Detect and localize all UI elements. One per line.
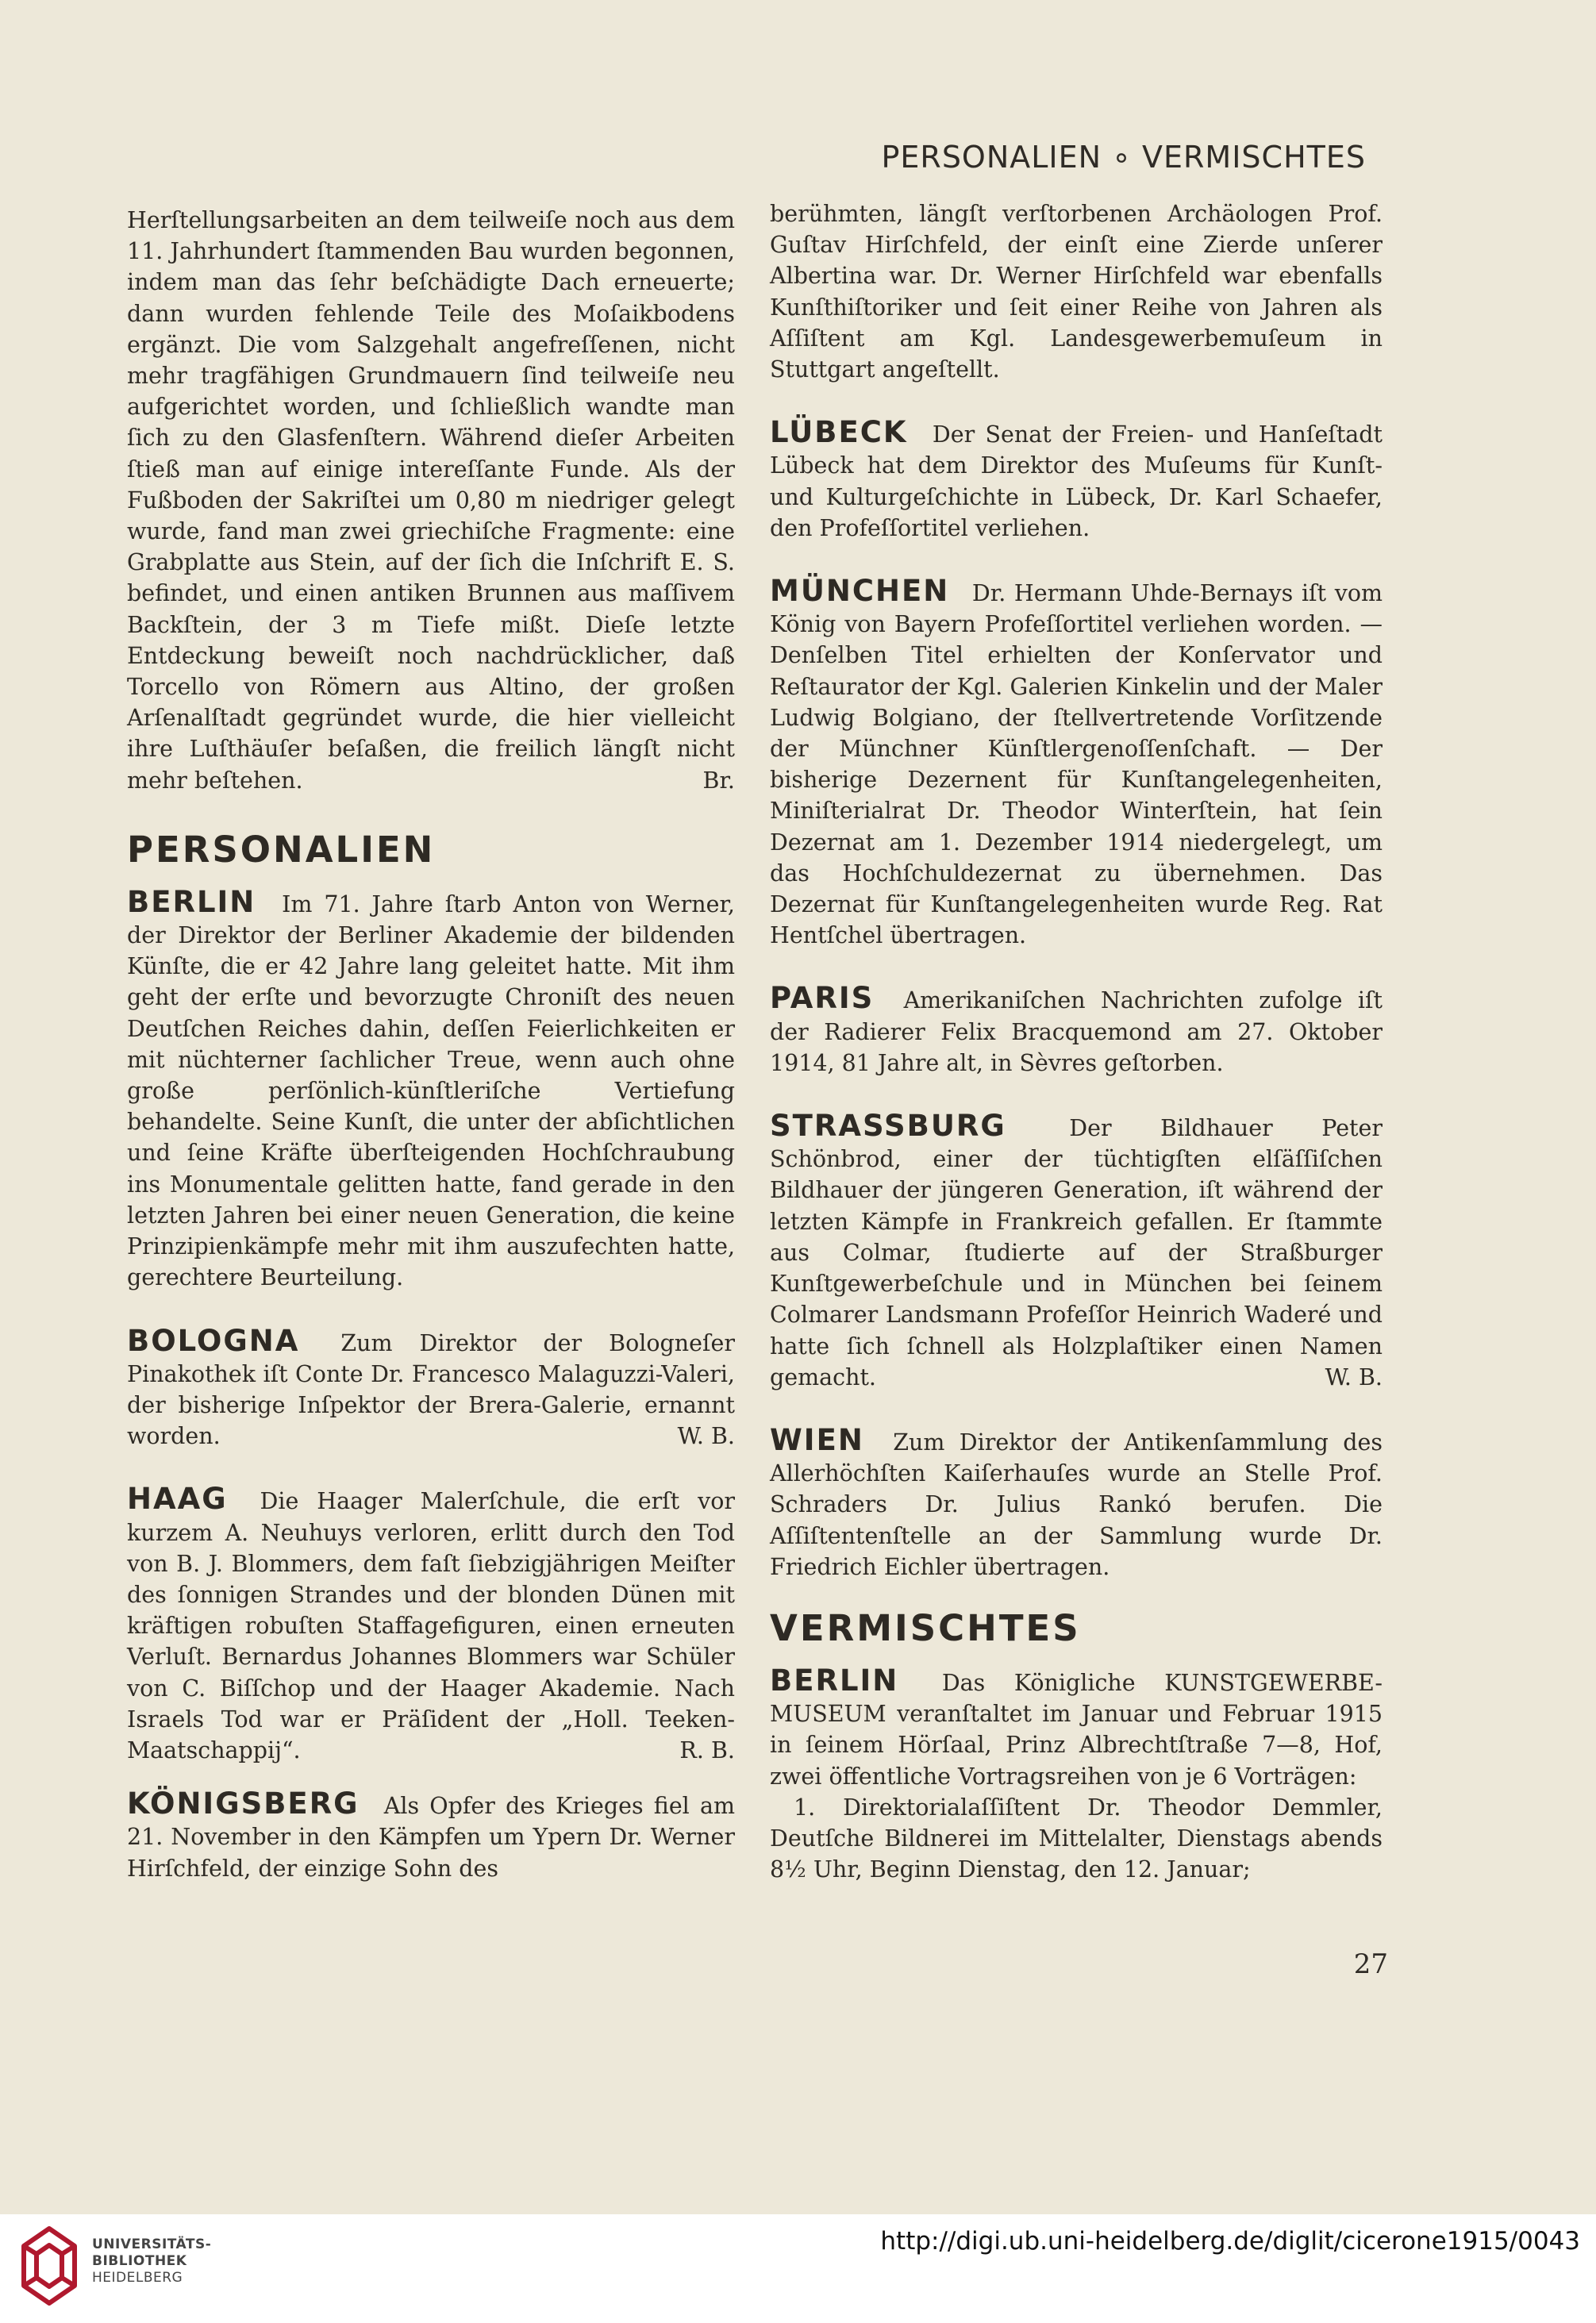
right-column [770, 198, 1383, 1885]
place-heading-haag: HAAG [127, 1482, 228, 1517]
signature-strassburg: W. B. [1325, 1363, 1383, 1390]
place-heading-muenchen: MÜNCHEN [770, 574, 950, 609]
running-head: PERSONALIEN ∘ VERMISCHTES [881, 140, 1366, 175]
signature-bologna: W. B. [677, 1423, 735, 1450]
section-title-vermischtes: VERMISCHTES [770, 1606, 1081, 1649]
entry-text-haag: Die Haager Malerſchule, die erſt vor kurzem A. Neuhuys verloren, erlitt durch den Tod von B. J. Blommers, dem faſt ſiebzigjährigen Meiſter des ſonnigen Strandes und der blonden Dünen mit kräftigen robuſten Staffagefiguren, einen erneuten Verluſt. Bernardus Johannes Blommers war Schüler von C. Biſſchop und der Haager Akademie. Nach Israels Tod war er Präſident der „Holl. Teeken-Maatschappij“. [127, 1488, 735, 1763]
library-name-line-3: HEIDELBERG [92, 2270, 183, 2286]
intro-text: Herſtellungsarbeiten an dem teilweiſe noch aus dem 11. Jahrhundert ſtammenden Bau wurden begonnen, indem man das ſehr beſchädigte Dach erneuerte; dann wurden fehlende Teile des Moſaikbodens ergänzt. Die vom Salzgehalt angefreſſenen, nicht mehr tragfähigen Grundmauern ſind teilweiſe neu aufgerichtet worden, und ſchließlich wandte man ſich zu den Glasfenſtern. Während dieſer Arbeiten ſtieß man auf einige intereſſante Funde. Als der Fußboden der Sakriſtei um 0,80 m niedriger gelegt wurde, fand man zwei griechiſche Fragmente: eine Grabplatte aus Stein, auf der ſich die Inſchrift E. S. befindet, und einen antiken Brunnen aus maſſivem Backſtein, der 3 m Tiefe mißt. Dieſe letzte Entdeckung beweiſt noch nachdrücklicher, daß Torcello von Römern aus Altino, der großen Arſenalſtadt gegründet wurde, die hier vielleicht ihre Luſthäuſer beſaßen, die freilich längſt nicht mehr beſtehen. [127, 207, 735, 794]
place-heading-berlin-vermischtes: BERLIN [770, 1663, 899, 1698]
entry-text-berlin: Im 71. Jahre ſtarb Anton von Werner, der Direktor der Berliner Akademie der bildenden Künſte, die er 42 Jahre lang geleitet hatte. Mit ihm geht der erſte und bevorzugte Chroniſt des neuen Deutſchen Reiches dahin, deſſen Feierlichkeiten er mit nüchterner ſachlicher Treue, wenn auch ohne große perſönlich-künſtleriſche Vertiefung behandelte. Seine Kunſt, die unter der abſichtlichen und ſeine Kräfte überſteigenden Hochſchraubung ins Monumentale gelitten hatte, fand gerade in den letzten Jahren bei einer neuen Generation, die keine Prinzipienkämpfe mehr mit ihm auszufechten hatte, gerechtere Beurteilung. [127, 890, 735, 1291]
entry-haag [127, 1483, 735, 1766]
place-heading-paris: PARIS [770, 981, 875, 1016]
entry-text-berlin-vermischtes: Das Königliche KUNSTGEWERBE-MUSEUM veranſtaltet im Januar und Februar 1915 in ſeinem Hörſaal, Prinz Albrechtſtraße 7—8, Hof, zwei öffentliche Vortragsreihen von je 6 Vorträgen: [770, 1669, 1383, 1790]
entry-paris [770, 983, 1383, 1079]
entry-text-wien: Zum Direktor der Antikenſammlung des Allerhöchſten Kaiſerhauſes wurde an Stelle Prof. Schraders Dr. Julius Rankó berufen. Die Aſſiſtentenſtelle an der Sammlung wurde Dr. Friedrich Eichler übertragen. [770, 1429, 1383, 1580]
place-heading-berlin: BERLIN [127, 884, 256, 919]
entry-text-luebeck: Der Senat der Freien- und Hanſeſtadt Lübeck hat dem Direktor des Muſeums für Kunſt- und Kulturgeſchichte in Lübeck, Dr. Karl Schaefer, den Profeſſortitel verliehen. [770, 421, 1383, 541]
library-logo-icon[interactable] [17, 2222, 81, 2310]
entry-berlin-vermischtes [770, 1665, 1383, 1792]
entry-luebeck [770, 417, 1383, 544]
entry-wien [770, 1422, 1383, 1583]
signature-haag: R. B. [679, 1736, 735, 1763]
place-heading-wien: WIEN [770, 1422, 864, 1457]
lecture-item-1: 1. Direktorialaſſiſtent Dr. Theodor Demmler, Deutſche Bildnerei im Mittelalter, Dienstags abends 8½ Uhr, Beginn Dienstag, den 12. Januar; [770, 1794, 1383, 1883]
left-column [127, 205, 735, 1916]
place-heading-strassburg: STRASSBURG [770, 1109, 1006, 1144]
library-name-line-1: UNIVERSITÄTS- [92, 2236, 212, 2252]
entry-strassburg [770, 1110, 1383, 1393]
page-number: 27 [1353, 1948, 1388, 1980]
section-title-personalien: PERSONALIEN [127, 828, 436, 871]
entry-berlin [127, 884, 735, 1294]
entry-text-koenigsberg: Als Opfer des Krieges fiel am 21. November in den Kämpfen um Ypern Dr. Werner Hirſchfeld, der einzige Sohn des [127, 1793, 735, 1882]
continuation-paragraph: berühmten, längſt verſtorbenen Archäologen Prof. Guſtav Hirſchfeld, der einſt eine Zierde unſerer Albertina war. Dr. Werner Hirſchfeld war ebenfalls Kunſthiſtoriker und ſeit einer Reihe von Jahren als Aſſiſtent am Kgl. Landesgewerbemuſeum in Stuttgart angeſtellt. [770, 201, 1383, 383]
entry-text-strassburg: Der Bildhauer Peter Schönbrod, einer der tüchtigſten elſäſſiſchen Bildhauer der jüngeren Generation, iſt während der letzten Kämpfe in Frankreich gefallen. Er ſtammte aus Colmar, ſtudierte auf der Straßburger Kunſtgewerbeſchule und in München bei ſeinem Colmarer Landsmann Profeſſor Heinrich Waderé und hatte ſich ſchnell als Holzplaſtiker einen Namen gemacht. [770, 1115, 1383, 1390]
source-url-link[interactable]: http://digi.ub.uni-heidelberg.de/diglit/cicerone1915/0043 [880, 2227, 1580, 2256]
entry-text-bologna: Zum Direktor der Bologneſer Pinakothek iſt Conte Dr. Francesco Malaguzzi-Valeri, der bisherige Inſpektor der Brera-Galerie, ernannt worden. [127, 1329, 736, 1450]
library-name-line-2: BIBLIOTHEK [92, 2253, 187, 2269]
intro-signature: Br. [702, 767, 735, 794]
entry-bologna [127, 1325, 735, 1452]
entry-text-muenchen: Dr. Hermann Uhde-Bernays iſt vom König von Bayern Profeſſortitel verliehen worden. — Denſelben Titel erhielten der Konſervator und Reſtaurator der Kgl. Galerien Kinkelin und der Maler Ludwig Bolgiano, der ſtellvertretende Vorſitzende der Münchner Künſtlergenoſſenſchaft. — Der bisherige Dezernent für Kunſtangelegenheiten, Miniſterialrat Dr. Theodor Winterſtein, hat ſein Dezernat am 1. Dezember 1914 niedergelegt, um das Hochſchuldezernat zu übernehmen. Das Dezernat für Kunſtangelegenheiten wurde Reg. Rat Hentſchel übertragen. [770, 580, 1383, 949]
place-heading-bologna: BOLOGNA [127, 1323, 300, 1358]
entry-text-paris: Amerikaniſchen Nachrichten zufolge iſt der Radierer Felix Bracquemond am 27. Oktober 1914, 81 Jahre alt, in Sèvres geſtorben. [770, 987, 1383, 1076]
entry-muenchen [770, 575, 1383, 951]
place-heading-luebeck: LÜBECK [770, 415, 908, 450]
library-name[interactable] [92, 2236, 211, 2286]
intro-paragraph [127, 205, 735, 796]
place-heading-koenigsberg: KÖNIGSBERG [127, 1786, 360, 1821]
entry-koenigsberg [127, 1788, 735, 1884]
